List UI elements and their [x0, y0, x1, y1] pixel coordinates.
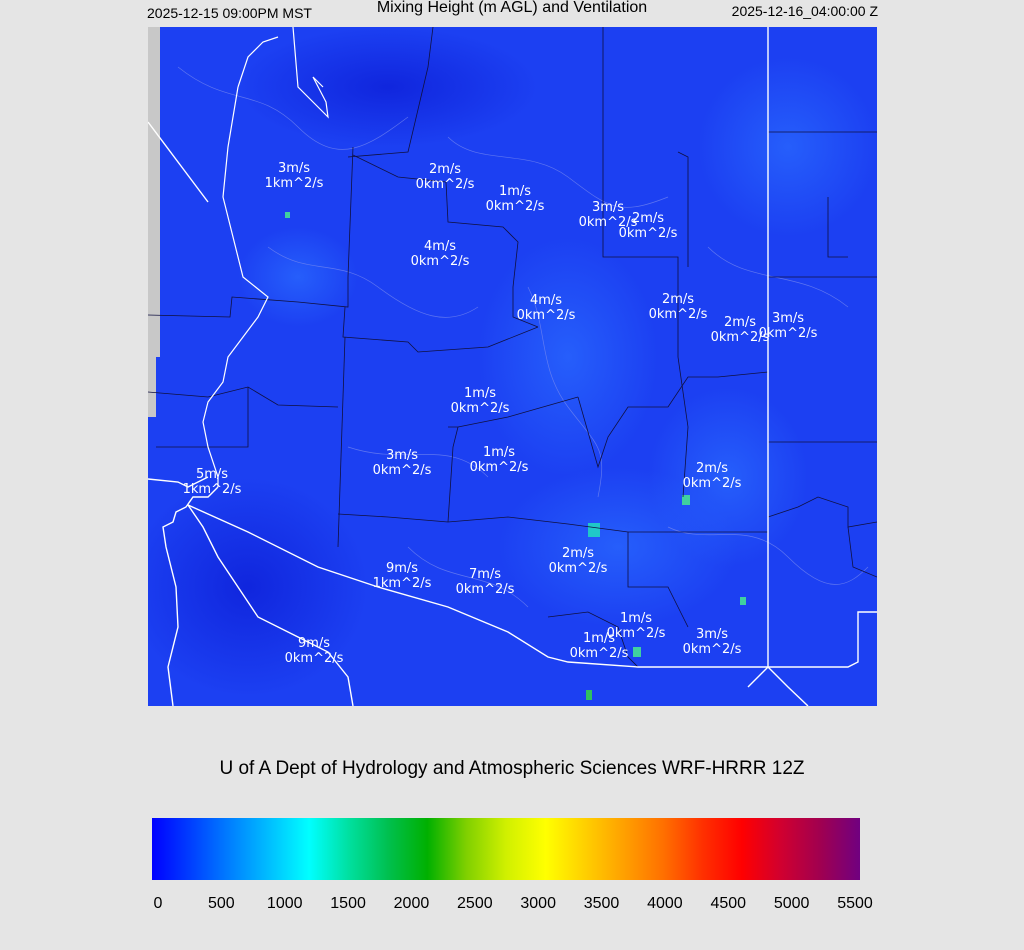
wind-speed: 1m/s	[463, 386, 497, 401]
colorbar-tick-label: 0	[153, 895, 163, 912]
station-label	[373, 561, 432, 591]
station-label	[451, 386, 510, 416]
station-label	[456, 567, 515, 597]
local-time: 2025-12-15 09:00PM MST	[147, 5, 312, 21]
wind-speed: 1m/s	[498, 184, 532, 199]
station-label	[416, 162, 475, 192]
ventilation: 0km^2/s	[485, 199, 545, 214]
ventilation: 0km^2/s	[284, 651, 344, 666]
ventilation: 0km^2/s	[682, 476, 742, 491]
wind-speed: 3m/s	[771, 311, 805, 326]
station-label	[470, 445, 529, 475]
ventilation: 0km^2/s	[682, 642, 742, 657]
colorbar-gradient	[152, 818, 860, 880]
ventilation: 0km^2/s	[455, 582, 515, 597]
ventilation: 0km^2/s	[548, 561, 608, 576]
wind-speed: 5m/s	[195, 467, 229, 482]
colorbar-tick-label: 4000	[647, 895, 683, 912]
ventilation: 0km^2/s	[372, 463, 432, 478]
colorbar-tick-label: 1500	[330, 895, 366, 912]
ventilation: 0km^2/s	[569, 646, 629, 661]
credit-text: U of A Dept of Hydrology and Atmospheric Sciences WRF-HRRR 12Z	[219, 758, 805, 779]
station-label	[649, 292, 708, 322]
wind-speed: 4m/s	[423, 239, 457, 254]
ventilation: 0km^2/s	[648, 307, 708, 322]
colorbar-tick-label: 2000	[393, 895, 430, 912]
colorbar-tick-label: 2500	[457, 895, 493, 912]
wind-speed: 2m/s	[695, 461, 729, 476]
wind-speed: 3m/s	[277, 161, 311, 176]
wind-speed: 2m/s	[561, 546, 595, 561]
ventilation: 1km^2/s	[372, 576, 432, 591]
station-label	[619, 211, 678, 241]
mixing-height-map	[148, 27, 877, 706]
station-label	[411, 239, 470, 269]
station-label	[683, 461, 742, 491]
ventilation: 0km^2/s	[516, 308, 576, 323]
colorbar-tick-label: 4500	[710, 895, 747, 912]
wind-speed: 2m/s	[428, 162, 462, 177]
wind-speed: 4m/s	[529, 293, 563, 308]
ventilation: 1km^2/s	[182, 482, 242, 497]
wind-speed: 9m/s	[385, 561, 419, 576]
station-label	[570, 631, 629, 661]
wind-speed: 2m/s	[723, 315, 757, 330]
wind-speed: 3m/s	[695, 627, 729, 642]
station-label	[549, 546, 608, 576]
station-label	[285, 636, 344, 666]
station-label	[517, 293, 576, 323]
colorbar-tick-label: 5500	[837, 895, 873, 912]
wind-speed: 7m/s	[468, 567, 502, 582]
colorbar-tick-label: 1000	[266, 895, 303, 912]
wind-speed: 3m/s	[385, 448, 419, 463]
ventilation: 0km^2/s	[469, 460, 529, 475]
station-label	[183, 467, 242, 497]
ventilation: 1km^2/s	[264, 176, 324, 191]
colorbar-tick-label: 5000	[773, 895, 810, 912]
station-label	[265, 161, 324, 191]
wind-speed: 1m/s	[582, 631, 616, 646]
ventilation: 0km^2/s	[606, 626, 666, 641]
station-label	[486, 184, 545, 214]
colorbar-tick-label: 3500	[583, 895, 620, 912]
station-label	[683, 627, 742, 657]
wind-speed: 2m/s	[661, 292, 695, 307]
station-label	[373, 448, 432, 478]
map-title: Mixing Height (m AGL) and Ventilation	[376, 0, 648, 16]
wind-speed: 1m/s	[482, 445, 516, 460]
ventilation: 0km^2/s	[578, 215, 638, 230]
colorbar-tick-label: 3000	[520, 895, 556, 912]
ventilation: 0km^2/s	[618, 226, 678, 241]
ventilation: 0km^2/s	[710, 330, 770, 345]
ventilation: 0km^2/s	[758, 326, 818, 341]
station-label	[759, 311, 818, 341]
wind-speed: 3m/s	[591, 200, 625, 215]
wind-speed: 9m/s	[297, 636, 331, 651]
utc-time: 2025-12-16_04:00:00 Z	[731, 3, 878, 19]
ventilation: 0km^2/s	[415, 177, 475, 192]
wind-speed: 2m/s	[631, 211, 665, 226]
ventilation: 0km^2/s	[450, 401, 510, 416]
ventilation: 0km^2/s	[410, 254, 470, 269]
colorbar	[152, 818, 860, 880]
colorbar-tick-label: 500	[208, 895, 235, 912]
map-canvas	[148, 27, 877, 706]
wind-speed: 1m/s	[619, 611, 653, 626]
